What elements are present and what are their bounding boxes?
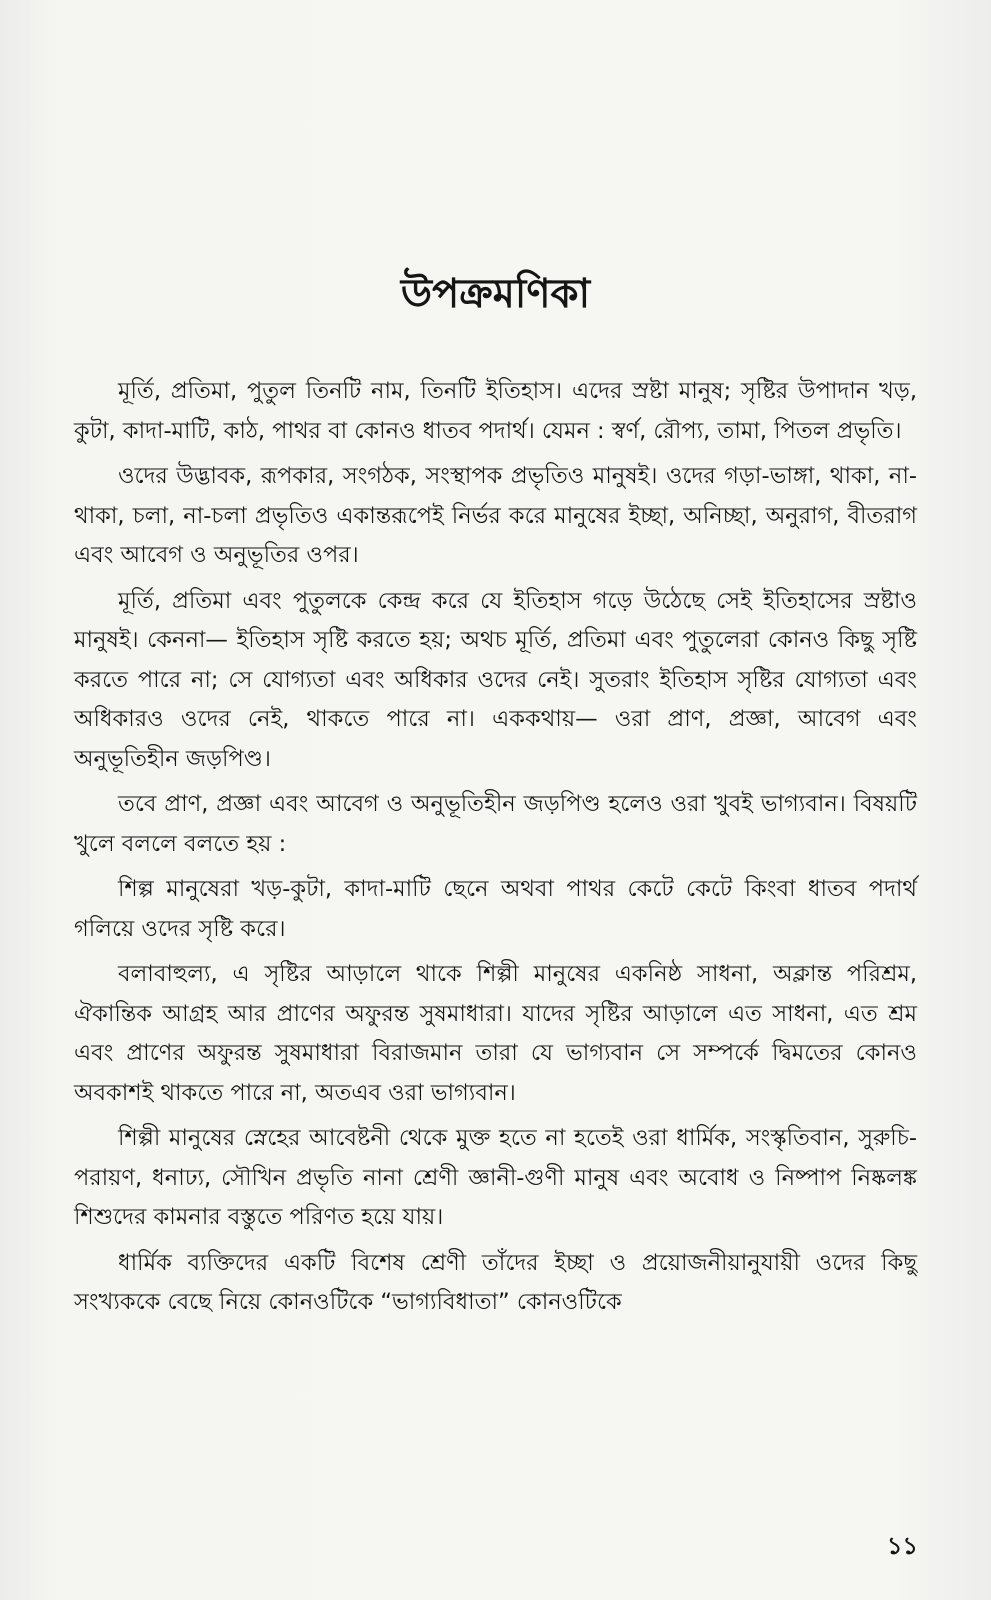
body-text — [74, 372, 917, 1329]
paragraph-2: ওদের উদ্ভাবক, রূপকার, সংগঠক, সংস্থাপক প্রভৃতিও মানুষই। ওদের গড়া-ভাঙ্গা, থাকা, না-থাকা, চলা, না-চলা প্রভৃতিও একান্তরূপেই নির্ভর করে মানুষের ইচ্ছা, অনিচ্ছা, অনুরাগ, বীতরাগ এবং আবেগ ও অনুভূতির ওপর। — [74, 463, 917, 568]
paragraph-3: মূর্তি, প্রতিমা এবং পুতুলকে কেন্দ্র করে যে ইতিহাস গড়ে উঠেছে সেই ইতিহাসের স্রষ্টাও মানুষই। কেননা— ইতিহাস সৃষ্টি করতে হয়; অথচ মূর্তি, প্রতিমা এবং পুতুলেরা কোনও কিছু সৃষ্টি করতে পারে না; সে যোগ্যতা এবং অধিকার ওদের নেই। সুতরাং ইতিহাস সৃষ্টির যোগ্যতা এবং অধিকারও ওদের নেই, থাকতে পারে না। এককথায়— ওরা প্রাণ, প্রজ্ঞা, আবেগ এবং অনুভূতিহীন জড়পিণ্ড। — [74, 587, 917, 772]
paragraph-7: শিল্পী মানুষের স্নেহের আবেষ্টনী থেকে মুক্ত হতে না হতেই ওরা ধার্মিক, সংস্কৃতিবান, সুরুচি-পরায়ণ, ধনাঢ্য, সৌখিন প্রভৃতি নানা শ্রেণী জ্ঞানী-গুণী মানুষ এবং অবোধ ও নিষ্পাপ নিষ্কলঙ্ক শিশুদের কামনার বস্তুতে পরিণত হয়ে যায়। — [74, 1125, 917, 1230]
paragraph-4: তবে প্রাণ, প্রজ্ঞা এবং আবেগ ও অনুভূতিহীন জড়পিণ্ড হলেও ওরা খুবই ভাগ্যবান। বিষয়টি খুলে বললে বলতে হয় : — [74, 791, 917, 857]
paragraph-8: ধার্মিক ব্যক্তিদের একটি বিশেষ শ্রেণী তাঁদের ইচ্ছা ও প্রয়োজনীয়ানুযায়ী ওদের কিছু সংখ্যককে বেছে নিয়ে কোনওটিকে “ভাগ্যবিধাতা” কোনওটিকে — [74, 1249, 917, 1315]
page-number: ১১ — [886, 1532, 918, 1560]
chapter-title: উপক্রমণিকা — [400, 271, 591, 317]
paragraph-6: বলাবাহুল্য, এ সৃষ্টির আড়ালে থাকে শিল্পী মানুষের একনিষ্ঠ সাধনা, অক্লান্ত পরিশ্রম, ঐকান্তিক আগ্রহ আর প্রাণের অফুরন্ত সুষমাধারা। যাদের সৃষ্টির আড়ালে এত সাধনা, এত শ্রম এবং প্রাণের অফুরন্ত সুষমাধারা বিরাজমান তারা যে ভাগ্যবান সে সম্পর্কে দ্বিমতের কোনও অবকাশই থাকতে পারে না, অতএব ওরা ভাগ্যবান। — [74, 961, 917, 1106]
paragraph-1: মূর্তি, প্রতিমা, পুতুল তিনটি নাম, তিনটি ইতিহাস। এদের স্রষ্টা মানুষ; সৃষ্টির উপাদান খড়, কুটা, কাদা-মাটি, কাঠ, পাথর বা কোনও ধাতব পদার্থ। যেমন : স্বর্ণ, রৌপ্য, তামা, পিতল প্রভৃতি। — [74, 378, 917, 444]
paragraph-5: শিল্প মানুষেরা খড়-কুটা, কাদা-মাটি ছেনে অথবা পাথর কেটে কেটে কিংবা ধাতব পদার্থ গলিয়ে ওদের সৃষ্টি করে। — [74, 876, 917, 942]
